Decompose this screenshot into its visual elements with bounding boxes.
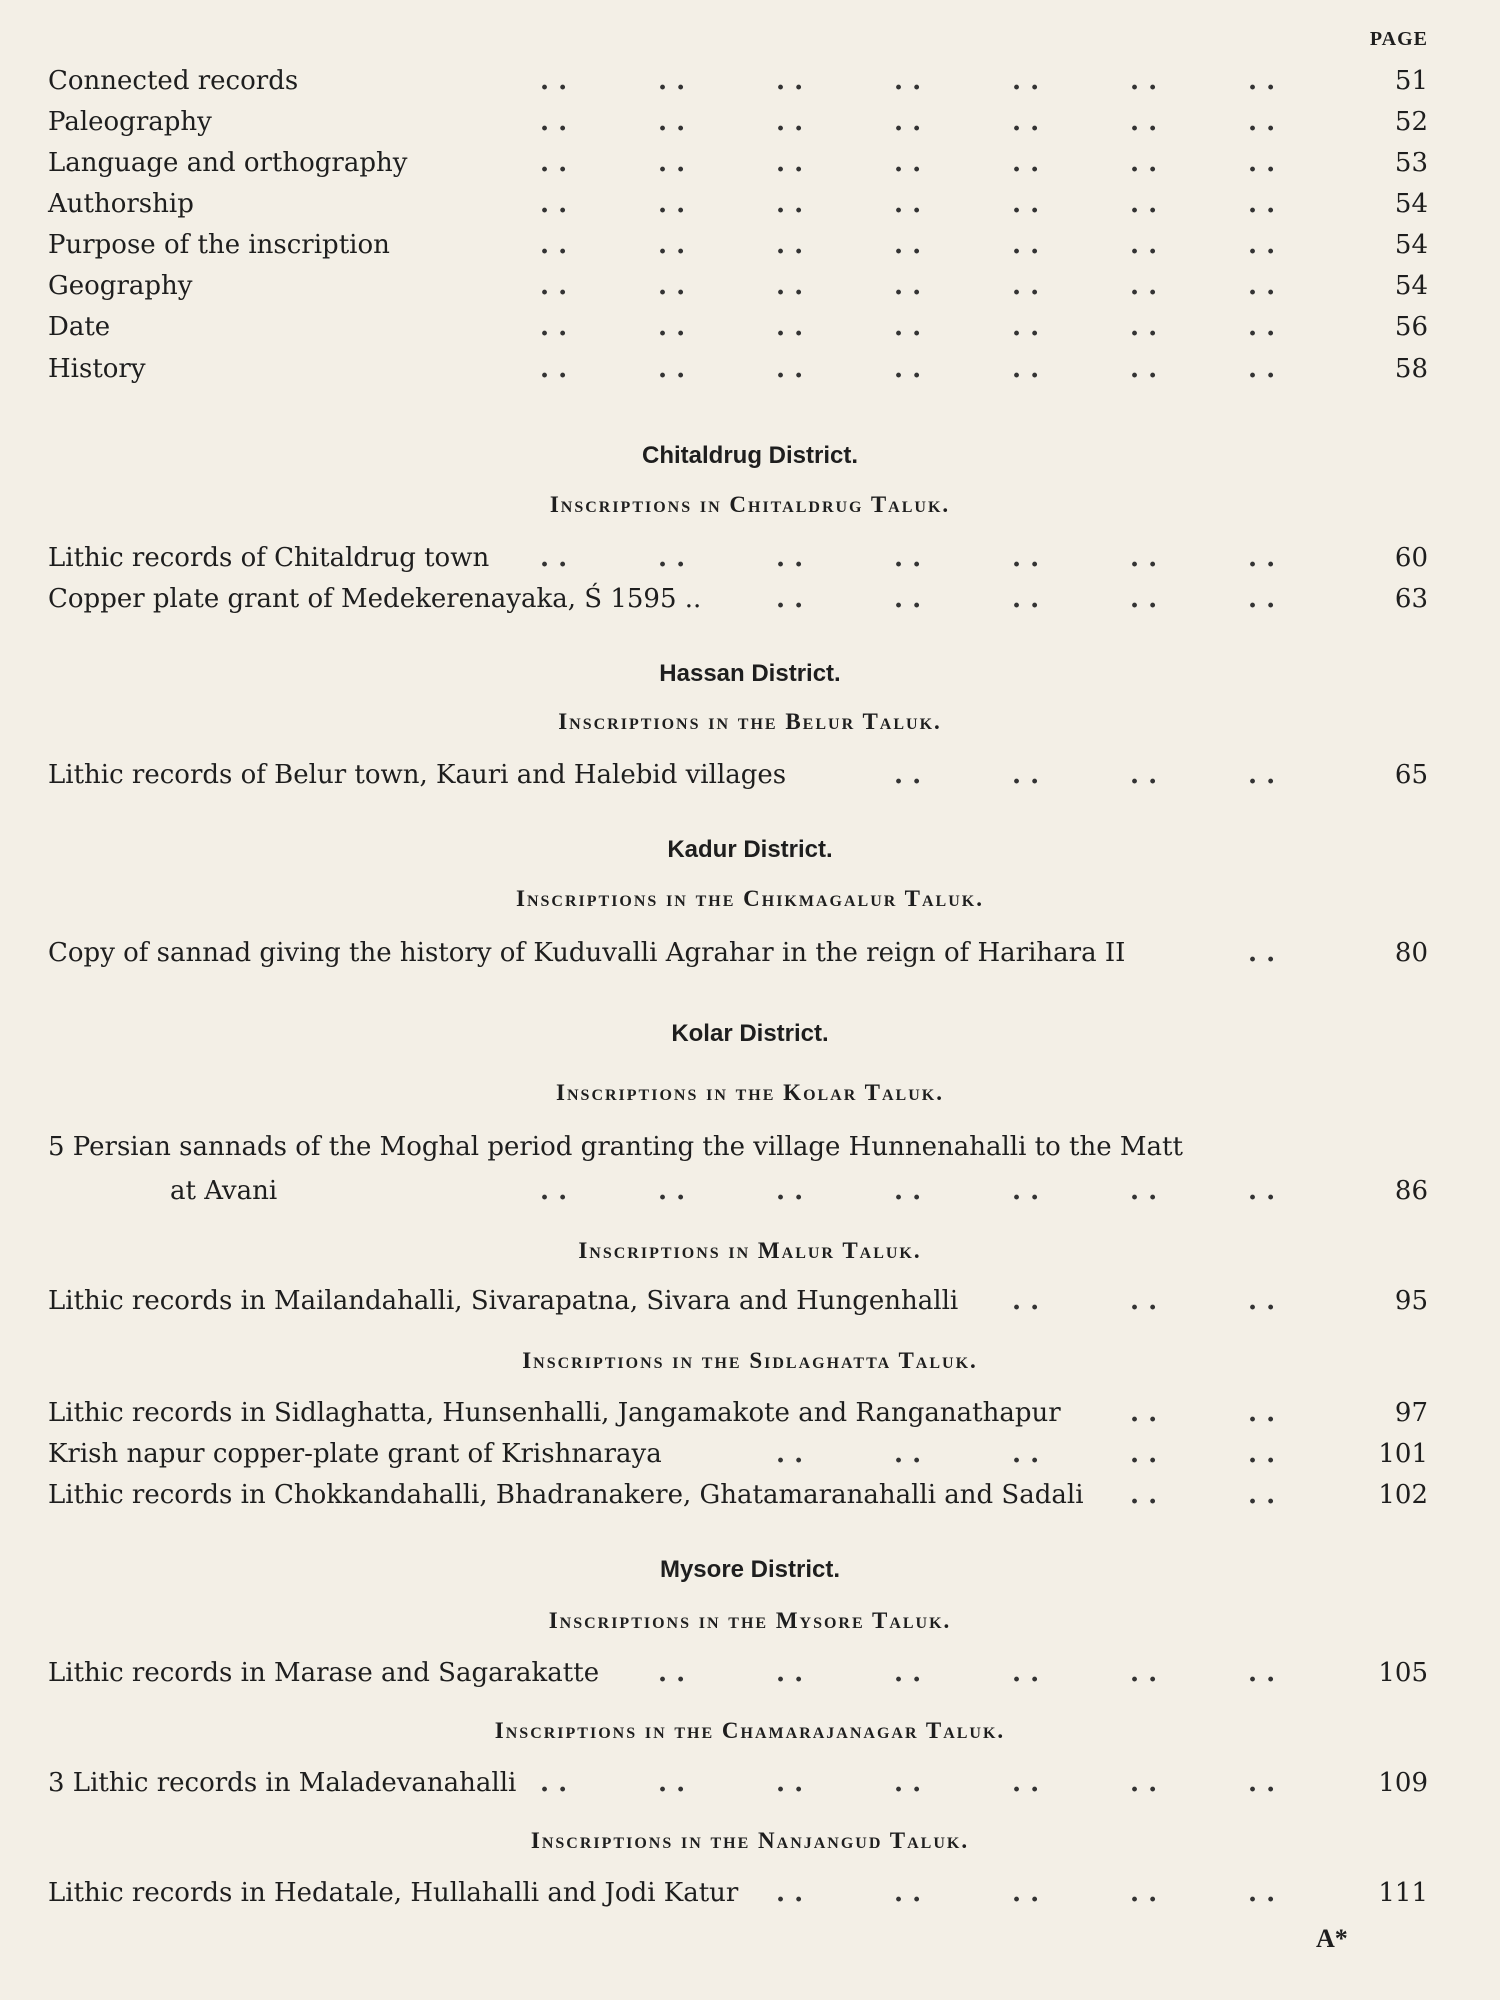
signature-mark: A* xyxy=(1316,1924,1348,1953)
leader-dots: . . xyxy=(894,189,922,219)
leader-dots: . . xyxy=(1012,189,1040,219)
entry-page: 102 xyxy=(1378,1480,1428,1510)
entry-title: Date xyxy=(48,312,111,342)
entry-title: 3 Lithic records in Maladevanahalli xyxy=(48,1768,517,1798)
leader-dots: . . xyxy=(540,1176,568,1206)
leader-dots: . . xyxy=(1248,584,1276,614)
entry-page: 51 xyxy=(1394,66,1428,96)
district-heading: Hassan District. xyxy=(659,660,841,687)
leader-dots: . . xyxy=(1248,1176,1276,1206)
leader-dots: . . xyxy=(1012,1176,1040,1206)
entry-title: 5 Persian sannads of the Moghal period granting the village Hunnenahalli to the Matt xyxy=(48,1132,1183,1162)
dot-leader xyxy=(48,936,1338,970)
leader-dots: . . xyxy=(658,271,686,301)
entry-title: Lithic records in Mailandahalli, Sivarapatna, Sivara and Hungenhalli xyxy=(48,1286,959,1316)
leader-dots: . . xyxy=(776,66,804,96)
leader-dots: . . xyxy=(894,1176,922,1206)
entry-title: History xyxy=(48,354,146,384)
leader-dots: . . xyxy=(894,1658,922,1688)
dot-leader xyxy=(48,269,1338,303)
leader-dots: . . xyxy=(1012,543,1040,573)
leader-dots: . . xyxy=(1130,1768,1158,1798)
dot-leader xyxy=(48,64,1338,98)
entry-page: 60 xyxy=(1394,543,1428,573)
leader-dots: . . xyxy=(658,107,686,137)
leader-dots: . . xyxy=(1012,354,1040,384)
dot-leader xyxy=(48,310,1338,344)
dot-leader xyxy=(48,1478,1338,1512)
entry-title: Lithic records in Sidlaghatta, Hunsenhalli, Jangamakote and Ranganathapur xyxy=(48,1398,1061,1428)
dot-leader xyxy=(48,1396,1338,1430)
entry-page: 65 xyxy=(1394,760,1428,790)
leader-dots: . . xyxy=(1248,271,1276,301)
dot-leader xyxy=(48,105,1338,139)
dot-leader xyxy=(48,1876,1338,1910)
leader-dots: . . xyxy=(894,1439,922,1469)
taluk-heading: Inscriptions in Chitaldrug Taluk. xyxy=(549,492,951,517)
entry-page: 86 xyxy=(1394,1176,1428,1206)
leader-dots: . . xyxy=(540,66,568,96)
taluk-heading: Inscriptions in Malur Taluk. xyxy=(578,1238,922,1263)
leader-dots: . . xyxy=(894,66,922,96)
leader-dots: . . xyxy=(894,312,922,342)
leader-dots: . . xyxy=(1248,107,1276,137)
leader-dots: . . xyxy=(776,354,804,384)
leader-dots: . . xyxy=(1130,271,1158,301)
leader-dots: . . xyxy=(776,1439,804,1469)
leader-dots: . . xyxy=(1012,230,1040,260)
dot-leader xyxy=(48,1656,1338,1690)
dot-leader xyxy=(48,352,1338,386)
leader-dots: . . xyxy=(1012,1878,1040,1908)
entry-title: Authorship xyxy=(48,189,194,219)
district-heading: Kadur District. xyxy=(667,836,833,863)
taluk-heading: Inscriptions in the Chikmagalur Taluk. xyxy=(516,886,984,911)
entry-page: 80 xyxy=(1394,938,1428,968)
entry-page: 52 xyxy=(1394,107,1428,137)
leader-dots: . . xyxy=(1248,1768,1276,1798)
leader-dots: . . xyxy=(540,189,568,219)
leader-dots: . . xyxy=(894,543,922,573)
leader-dots: . . xyxy=(1012,1286,1040,1316)
leader-dots: . . xyxy=(1130,1286,1158,1316)
leader-dots: . . xyxy=(658,1176,686,1206)
leader-dots: . . xyxy=(1130,1480,1158,1510)
leader-dots: . . xyxy=(1130,760,1158,790)
leader-dots: . . xyxy=(1248,1878,1276,1908)
leader-dots: . . xyxy=(658,312,686,342)
leader-dots: . . xyxy=(540,107,568,137)
entry-title: Geography xyxy=(48,271,193,301)
leader-dots: . . xyxy=(1012,148,1040,178)
leader-dots: . . xyxy=(894,760,922,790)
leader-dots: . . xyxy=(540,312,568,342)
leader-dots: . . xyxy=(1248,354,1276,384)
toc-entry xyxy=(48,1130,1428,1210)
leader-dots: . . xyxy=(540,271,568,301)
entry-page: 54 xyxy=(1394,189,1428,219)
leader-dots: . . xyxy=(894,1878,922,1908)
leader-dots: . . xyxy=(1248,1480,1276,1510)
district-heading: Kolar District. xyxy=(671,1020,829,1047)
leader-dots: . . xyxy=(894,271,922,301)
leader-dots: . . xyxy=(1130,148,1158,178)
dot-leader xyxy=(48,146,1338,180)
leader-dots: . . xyxy=(540,543,568,573)
leader-dots: . . xyxy=(1248,760,1276,790)
entry-title: Language and orthography xyxy=(48,148,408,178)
leader-dots: . . xyxy=(1012,312,1040,342)
leader-dots: . . xyxy=(776,543,804,573)
leader-dots: . . xyxy=(776,1658,804,1688)
leader-dots: . . xyxy=(1130,584,1158,614)
leader-dots: . . xyxy=(540,354,568,384)
dot-leader xyxy=(48,1437,1338,1471)
leader-dots: . . xyxy=(658,148,686,178)
leader-dots: . . xyxy=(1248,312,1276,342)
leader-dots: . . xyxy=(658,543,686,573)
leader-dots: . . xyxy=(776,1878,804,1908)
leader-dots: . . xyxy=(540,230,568,260)
leader-dots: . . xyxy=(1248,1658,1276,1688)
district-heading: Chitaldrug District. xyxy=(641,442,858,469)
leader-dots: . . xyxy=(894,354,922,384)
leader-dots: . . xyxy=(1012,1658,1040,1688)
leader-dots: . . xyxy=(540,1768,568,1798)
leader-dots: . . xyxy=(1248,938,1276,968)
entry-page: 95 xyxy=(1394,1286,1428,1316)
taluk-heading: Inscriptions in the Belur Taluk. xyxy=(558,709,942,734)
entry-title: Krish napur copper-plate grant of Krishnaraya xyxy=(48,1439,662,1469)
leader-dots: . . xyxy=(1248,66,1276,96)
entry-page: 53 xyxy=(1394,148,1428,178)
leader-dots: . . xyxy=(1130,1398,1158,1428)
entry-title: Lithic records in Hedatale, Hullahalli and Jodi Katur xyxy=(48,1878,739,1908)
leader-dots: . . xyxy=(658,66,686,96)
leader-dots: . . xyxy=(1248,1398,1276,1428)
taluk-heading: Inscriptions in the Kolar Taluk. xyxy=(556,1080,944,1105)
leader-dots: . . xyxy=(1248,148,1276,178)
leader-dots: . . xyxy=(658,189,686,219)
leader-dots: . . xyxy=(776,230,804,260)
dot-leader xyxy=(48,228,1338,262)
leader-dots: . . xyxy=(1012,271,1040,301)
entry-title-continued: at Avani xyxy=(170,1176,278,1206)
leader-dots: . . xyxy=(1130,312,1158,342)
entry-page: 109 xyxy=(1378,1768,1428,1798)
entry-page: 97 xyxy=(1394,1398,1428,1428)
leader-dots: . . xyxy=(1130,230,1158,260)
leader-dots: . . xyxy=(1130,1176,1158,1206)
leader-dots: . . xyxy=(776,148,804,178)
leader-dots: . . xyxy=(1248,230,1276,260)
entry-page: 56 xyxy=(1394,312,1428,342)
leader-dots: . . xyxy=(1130,543,1158,573)
dot-leader xyxy=(48,541,1338,575)
entry-title: Copy of sannad giving the history of Kuduvalli Agrahar in the reign of Harihara II xyxy=(48,938,1126,968)
dot-leader xyxy=(48,758,1338,792)
entry-title: Paleography xyxy=(48,107,212,137)
entry-title: Lithic records in Marase and Sagarakatte xyxy=(48,1658,600,1688)
leader-dots: . . xyxy=(894,1768,922,1798)
entry-page: 54 xyxy=(1394,230,1428,260)
dot-leader xyxy=(48,1766,1338,1800)
leader-dots: . . xyxy=(1012,1768,1040,1798)
leader-dots: . . xyxy=(1130,1658,1158,1688)
dot-leader xyxy=(48,582,1338,616)
leader-dots: . . xyxy=(658,354,686,384)
leader-dots: . . xyxy=(1012,584,1040,614)
leader-dots: . . xyxy=(1012,66,1040,96)
leader-dots: . . xyxy=(776,271,804,301)
leader-dots: . . xyxy=(894,107,922,137)
leader-dots: . . xyxy=(1248,1286,1276,1316)
entry-page: 105 xyxy=(1378,1658,1428,1688)
taluk-heading: Inscriptions in the Chamarajanagar Taluk. xyxy=(494,1718,1006,1743)
dot-leader xyxy=(48,1174,1338,1208)
leader-dots: . . xyxy=(1130,189,1158,219)
leader-dots: . . xyxy=(1130,1439,1158,1469)
leader-dots: . . xyxy=(1130,66,1158,96)
leader-dots: . . xyxy=(540,148,568,178)
leader-dots: . . xyxy=(894,584,922,614)
entry-title: Purpose of the inscription xyxy=(48,230,390,260)
leader-dots: . . xyxy=(1130,1878,1158,1908)
entry-title: Connected records xyxy=(48,66,299,96)
leader-dots: . . xyxy=(658,1768,686,1798)
leader-dots: . . xyxy=(1248,1439,1276,1469)
leader-dots: . . xyxy=(1248,189,1276,219)
leader-dots: . . xyxy=(894,148,922,178)
leader-dots: . . xyxy=(658,1658,686,1688)
leader-dots: . . xyxy=(776,584,804,614)
leader-dots: . . xyxy=(1130,354,1158,384)
entry-title: Lithic records of Belur town, Kauri and Halebid villages xyxy=(48,760,787,790)
dot-leader xyxy=(48,187,1338,221)
leader-dots: . . xyxy=(776,1176,804,1206)
leader-dots: . . xyxy=(776,1768,804,1798)
leader-dots: . . xyxy=(894,230,922,260)
entry-page: 63 xyxy=(1394,584,1428,614)
leader-dots: . . xyxy=(776,107,804,137)
entry-title: Lithic records in Chokkandahalli, Bhadranakere, Ghatamaranahalli and Sadali xyxy=(48,1480,1084,1510)
leader-dots: . . xyxy=(1012,107,1040,137)
entry-title: Copper plate grant of Medekerenayaka, Ś 1595 .. xyxy=(48,584,702,614)
entry-title: Lithic records of Chitaldrug town xyxy=(48,543,490,573)
leader-dots: . . xyxy=(776,312,804,342)
leader-dots: . . xyxy=(1012,1439,1040,1469)
leader-dots: . . xyxy=(776,189,804,219)
district-heading: Mysore District. xyxy=(659,1556,841,1583)
entry-page: 101 xyxy=(1378,1439,1428,1469)
leader-dots: . . xyxy=(1012,760,1040,790)
leader-dots: . . xyxy=(1130,107,1158,137)
entry-page: 54 xyxy=(1394,271,1428,301)
leader-dots: . . xyxy=(658,230,686,260)
entry-page: 111 xyxy=(1378,1878,1428,1908)
taluk-heading: Inscriptions in the Mysore Taluk. xyxy=(548,1608,952,1633)
leader-dots: . . xyxy=(1248,543,1276,573)
taluk-heading: Inscriptions in the Sidlaghatta Taluk. xyxy=(522,1348,978,1373)
taluk-heading: Inscriptions in the Nanjangud Taluk. xyxy=(530,1828,970,1853)
dot-leader xyxy=(48,1284,1338,1318)
page-column-heading: PAGE xyxy=(1369,28,1428,50)
entry-page: 58 xyxy=(1394,354,1428,384)
